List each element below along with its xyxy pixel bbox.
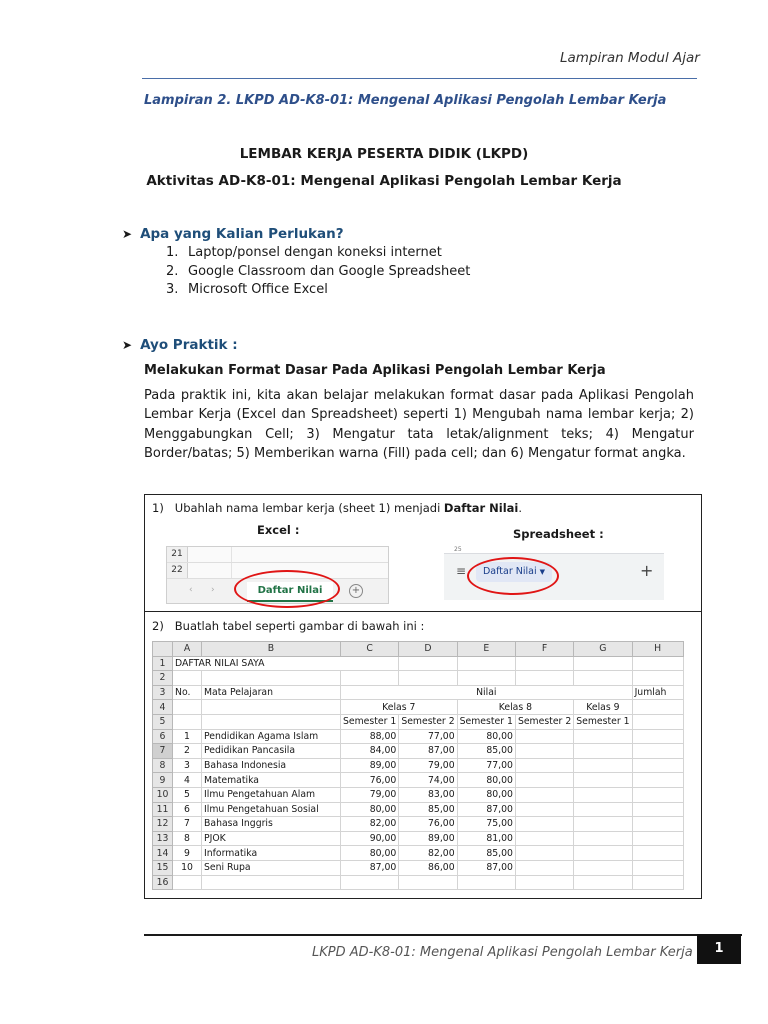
table-row xyxy=(153,685,684,700)
document-subtitle: Aktivitas AD-K8-01: Mengenal Aplikasi Pengolah Lembar Kerja xyxy=(146,173,622,189)
header-jumlah-cell[interactable]: Jumlah xyxy=(632,685,683,700)
grade-cell[interactable]: 87,00 xyxy=(457,802,515,817)
excel-row: 21 xyxy=(167,547,388,563)
row-header[interactable]: 8 xyxy=(153,758,173,773)
table-row xyxy=(153,700,684,715)
subject-cell[interactable]: PJOK xyxy=(202,831,341,846)
sheets-row-strip: 25 xyxy=(444,546,664,554)
grade-cell[interactable]: 85,00 xyxy=(457,744,515,759)
column-header[interactable]: B xyxy=(202,642,341,657)
no-cell[interactable]: 6 xyxy=(173,802,202,817)
row-header[interactable]: 1 xyxy=(153,656,173,671)
grade-cell[interactable]: 77,00 xyxy=(399,729,457,744)
grade-cell[interactable]: 80,00 xyxy=(341,846,399,861)
grade-cell[interactable]: 87,00 xyxy=(341,860,399,875)
column-header[interactable]: A xyxy=(173,642,202,657)
lampiran-title: Lampiran 2. LKPD AD-K8-01: Mengenal Aplikasi Pengolah Lembar Kerja xyxy=(144,93,667,108)
no-cell[interactable]: 9 xyxy=(173,846,202,861)
header-divider xyxy=(142,78,697,79)
grade-cell[interactable]: 80,00 xyxy=(457,729,515,744)
select-all-corner[interactable] xyxy=(153,642,173,657)
grade-cell[interactable]: 76,00 xyxy=(341,773,399,788)
grade-cell[interactable]: 88,00 xyxy=(341,729,399,744)
row-header[interactable]: 16 xyxy=(153,875,173,890)
grade-cell[interactable]: 74,00 xyxy=(399,773,457,788)
column-header[interactable]: C xyxy=(341,642,399,657)
practice-paragraph: Pada praktik ini, kita akan belajar melakukan format dasar pada Aplikasi Pengolah Lembar Kerja (Excel dan Spreadsheet) seperti 1) Mengubah nama lembar kerja; 2) Menggabungkan Cell; 3) Mengatur tata letak/alignment teks; 4) Mengatur Border/batas; 5) Memberikan warna (Fill) pada cell; dan 6) Mengatur format angka. xyxy=(144,388,694,461)
row-header[interactable]: 10 xyxy=(153,787,173,802)
grade-cell[interactable]: 89,00 xyxy=(399,831,457,846)
grade-cell[interactable]: 76,00 xyxy=(399,817,457,832)
grade-cell[interactable]: 83,00 xyxy=(399,787,457,802)
dropdown-arrow-icon: ▼ xyxy=(539,568,546,576)
arrow-bullet-icon: ➤ xyxy=(122,338,133,352)
table-row xyxy=(153,802,684,817)
subject-cell[interactable]: Ilmu Pengetahuan Alam xyxy=(202,787,341,802)
sheets-sheet-tab[interactable]: Daftar Nilai ▼ xyxy=(476,562,552,582)
excel-sheet-tab[interactable]: Daftar Nilai xyxy=(247,582,333,602)
table-row xyxy=(153,729,684,744)
row-header[interactable]: 9 xyxy=(153,773,173,788)
table-row xyxy=(153,744,684,759)
header-semester-cell[interactable]: Semester 1 xyxy=(341,714,399,729)
table-row xyxy=(153,875,684,890)
grade-cell[interactable]: 80,00 xyxy=(457,787,515,802)
highlight-circle xyxy=(467,557,559,595)
spreadsheet-label: Spreadsheet : xyxy=(513,527,604,541)
no-cell[interactable]: 5 xyxy=(173,787,202,802)
needs-list-item: 1. Laptop/ponsel dengan koneksi internet xyxy=(166,245,442,260)
column-header[interactable]: E xyxy=(457,642,515,657)
table-row xyxy=(153,671,684,686)
grade-cell[interactable]: 89,00 xyxy=(341,758,399,773)
column-header[interactable]: G xyxy=(574,642,632,657)
grade-cell[interactable]: 87,00 xyxy=(399,744,457,759)
header-nilai-cell[interactable]: Nilai xyxy=(341,685,633,700)
header-semester-cell[interactable]: Semester 1 xyxy=(457,714,515,729)
column-header[interactable]: H xyxy=(632,642,683,657)
needs-list-item: 3. Microsoft Office Excel xyxy=(166,282,328,297)
no-cell[interactable]: 2 xyxy=(173,744,202,759)
no-cell[interactable]: 7 xyxy=(173,817,202,832)
header-no-cell[interactable]: No. xyxy=(173,685,202,700)
column-header[interactable]: F xyxy=(515,642,573,657)
header-semester-cell[interactable]: Semester 2 xyxy=(399,714,457,729)
add-sheet-icon[interactable]: + xyxy=(349,584,363,598)
row-header[interactable]: 13 xyxy=(153,831,173,846)
subject-cell[interactable]: Pendidikan Agama Islam xyxy=(202,729,341,744)
grade-cell[interactable]: 87,00 xyxy=(457,860,515,875)
grade-cell[interactable]: 84,00 xyxy=(341,744,399,759)
next-sheet-icon[interactable]: › xyxy=(211,585,215,595)
subject-cell[interactable]: Ilmu Pengetahuan Sosial xyxy=(202,802,341,817)
table-row xyxy=(153,773,684,788)
table-row xyxy=(153,846,684,861)
row-header[interactable]: 5 xyxy=(153,714,173,729)
grade-cell[interactable]: 80,00 xyxy=(457,773,515,788)
subject-cell[interactable]: Pedidikan Pancasila xyxy=(202,744,341,759)
header-semester-cell[interactable]: Semester 2 xyxy=(515,714,573,729)
table-row xyxy=(153,714,684,729)
footer-title: LKPD AD-K8-01: Mengenal Aplikasi Pengolah Lembar Kerja xyxy=(312,945,693,960)
grade-cell[interactable]: 77,00 xyxy=(457,758,515,773)
subject-cell[interactable]: Bahasa Inggris xyxy=(202,817,341,832)
needs-list-item: 2. Google Classroom dan Google Spreadsheet xyxy=(166,264,471,279)
table-row xyxy=(153,831,684,846)
row-header[interactable]: 11 xyxy=(153,802,173,817)
table-row xyxy=(153,817,684,832)
excel-label: Excel : xyxy=(257,523,300,537)
column-header[interactable]: D xyxy=(399,642,457,657)
column-header-row xyxy=(153,642,684,657)
no-cell[interactable]: 8 xyxy=(173,831,202,846)
grade-cell[interactable]: 79,00 xyxy=(399,758,457,773)
task-box-divider xyxy=(144,611,702,612)
grade-cell[interactable]: 75,00 xyxy=(457,817,515,832)
step2-instruction: 2) Buatlah tabel seperti gambar di bawah ini : xyxy=(152,619,425,633)
grade-cell[interactable]: 85,00 xyxy=(399,802,457,817)
table-row xyxy=(153,758,684,773)
subject-cell[interactable]: Bahasa Indonesia xyxy=(202,758,341,773)
header-kelas9-cell[interactable]: Kelas 9 xyxy=(574,700,632,715)
row-header[interactable]: 14 xyxy=(153,846,173,861)
grade-cell[interactable]: 90,00 xyxy=(341,831,399,846)
row-header[interactable]: 6 xyxy=(153,729,173,744)
add-sheet-icon[interactable]: + xyxy=(640,561,654,580)
grade-cell[interactable]: 85,00 xyxy=(457,846,515,861)
grade-cell[interactable]: 86,00 xyxy=(399,860,457,875)
grade-cell[interactable]: 82,00 xyxy=(399,846,457,861)
subject-cell[interactable]: Seni Rupa xyxy=(202,860,341,875)
header-kelas8-cell[interactable]: Kelas 8 xyxy=(457,700,574,715)
page-number: 1 xyxy=(697,934,741,964)
no-cell[interactable]: 1 xyxy=(173,729,202,744)
row-header[interactable]: 7 xyxy=(153,744,173,759)
table-row xyxy=(153,860,684,875)
no-cell[interactable]: 3 xyxy=(173,758,202,773)
grade-cell[interactable]: 80,00 xyxy=(341,802,399,817)
header-mapel-cell[interactable]: Mata Pelajaran xyxy=(202,685,341,700)
practice-subheading: Melakukan Format Dasar Pada Aplikasi Pengolah Lembar Kerja xyxy=(144,363,606,378)
row-header[interactable]: 15 xyxy=(153,860,173,875)
table-row xyxy=(153,787,684,802)
grade-cell[interactable]: 82,00 xyxy=(341,817,399,832)
section-needs-heading: ➤ Apa yang Kalian Perlukan? xyxy=(122,226,344,242)
step1-instruction: 1) Ubahlah nama lembar kerja (sheet 1) menjadi Daftar Nilai. xyxy=(152,501,523,515)
prev-sheet-icon[interactable]: ‹ xyxy=(189,585,193,595)
header-kelas7-cell[interactable]: Kelas 7 xyxy=(341,700,458,715)
subject-cell[interactable]: Matematika xyxy=(202,773,341,788)
footer-divider xyxy=(144,934,742,936)
table-row xyxy=(153,656,684,671)
grade-cell[interactable]: 81,00 xyxy=(457,831,515,846)
excel-row: 22 xyxy=(167,563,388,579)
grade-cell[interactable]: 79,00 xyxy=(341,787,399,802)
sheet-title-cell[interactable]: DAFTAR NILAI SAYA xyxy=(173,656,399,671)
header-module-label: Lampiran Modul Ajar xyxy=(560,50,700,66)
no-cell[interactable]: 4 xyxy=(173,773,202,788)
highlight-circle xyxy=(234,570,340,608)
header-semester-cell[interactable]: Semester 1 xyxy=(574,714,632,729)
subject-cell[interactable]: Informatika xyxy=(202,846,341,861)
row-header[interactable]: 12 xyxy=(153,817,173,832)
document-title: LEMBAR KERJA PESERTA DIDIK (LKPD) xyxy=(239,146,529,162)
row-header[interactable]: 2 xyxy=(153,671,173,686)
row-header[interactable]: 3 xyxy=(153,685,173,700)
row-header[interactable]: 4 xyxy=(153,700,173,715)
no-cell[interactable]: 10 xyxy=(173,860,202,875)
grades-spreadsheet xyxy=(152,641,684,890)
all-sheets-menu-icon[interactable]: ≡ xyxy=(456,564,467,578)
section-practice-heading: ➤ Ayo Praktik : xyxy=(122,337,238,353)
arrow-bullet-icon: ➤ xyxy=(122,227,133,241)
